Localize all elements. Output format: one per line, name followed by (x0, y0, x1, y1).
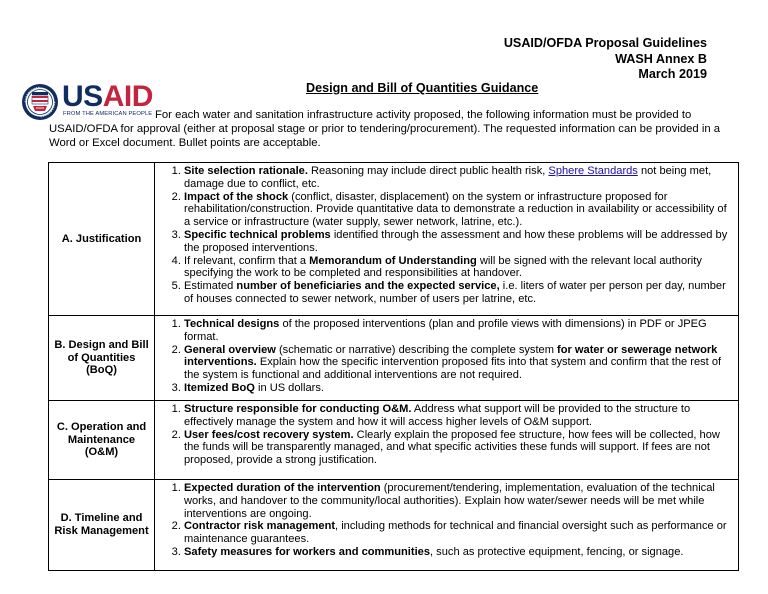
list-item: 3. Itemized BoQ in US dollars. (184, 382, 732, 395)
table-row-design (49, 316, 739, 401)
row-label-justification: A. Justification (49, 163, 155, 316)
list-item: 2. Impact of the shock (conflict, disaster, displacement) on the system or infrastructure proposed for rehabilitation/construction. Provide quantitative data to demonstrate a reduction in availability or accessibility of a service or infrastructure (water supply, sewer network, latrine, etc.). (184, 191, 732, 229)
sphere-standards-link[interactable]: Sphere Standards (548, 165, 638, 177)
list-item: 2. General overview (schematic or narrative) describing the complete system for water or sewerage network interventions. Explain how the specific intervention proposed fits into that system and confirm that the rest of the system is functional and additional interventions are not required. (184, 344, 732, 382)
row-content-operation (155, 401, 739, 480)
list-item: 1. Site selection rationale. Reasoning may include direct public health risk, Sphere Standards not being met, damage due to conflict, etc. (184, 165, 732, 191)
list-item: 2. User fees/cost recovery system. Clearly explain the proposed fee structure, how fees will be collected, how the funds will be transparently managed, and what specific activities these funds will support. If fees are not proposed, provide a strong justification. (184, 429, 732, 467)
table-row-justification (49, 163, 739, 316)
row-content-justification (155, 163, 739, 316)
header-line-date: March 2019 (638, 67, 707, 81)
usaid-wordmark: USAID (62, 80, 153, 113)
row-label-operation: C. Operation and Maintenance (O&M) (49, 401, 155, 480)
intro-paragraph (49, 109, 739, 150)
guidance-table (48, 162, 739, 571)
document-header (504, 36, 707, 83)
header-line-guidelines: USAID/OFDA Proposal Guidelines (503, 36, 707, 50)
list-item: 4. If relevant, confirm that a Memorandum of Understanding will be signed with the relevant local authority specifying the work to be completed and responsibilities at handover. (184, 255, 732, 281)
table-row-timeline (49, 480, 739, 571)
list-item: 2. Contractor risk management, including methods for technical and financial oversight such as performance or maintenance guarantees. (184, 520, 732, 546)
list-item: 3. Specific technical problems identified through the assessment and how these problems will be addressed by the proposed interventions. (184, 229, 732, 255)
table-row-operation (49, 401, 739, 480)
header-line-annex: WASH Annex B (615, 51, 707, 66)
list-item: 5. Estimated number of beneficiaries and the expected service, i.e. liters of water per person per day, number of houses connected to sewer network, number of users per latrine, etc. (184, 280, 732, 306)
row-content-timeline (155, 480, 739, 571)
row-label-timeline: D. Timeline and Risk Management (49, 480, 155, 571)
row-label-design: B. Design and Bill of Quantities (BoQ) (49, 316, 155, 401)
row-content-design (155, 316, 739, 401)
document-title: Design and Bill of Quantities Guidance (306, 81, 539, 95)
list-item: 3. Safety measures for workers and communities, such as protective equipment, fencing, or signage. (184, 546, 732, 559)
list-item: 1. Structure responsible for conducting O&M. Address what support will be provided to the structure to effectively manage the system and how it will access higher levels of O&M support. (184, 403, 732, 429)
intro-text: For each water and sanitation infrastructure activity proposed, the following information must be provided to USAID/OFDA for approval (either at proposal stage or prior to tendering/procurement). The requested information can be provided in a Word or Excel document. Bullet points are acceptable. (49, 109, 721, 149)
list-item: 1. Expected duration of the intervention (procurement/tendering, implementation, evaluation of the technical works, and handover to the community/local authorities). Explain how water/sewer needs will be met while interventions are ongoing. (184, 482, 732, 520)
usaid-tagline: FROM THE AMERICAN PEOPLE (63, 111, 153, 117)
list-item: 1. Technical designs of the proposed interventions (plan and profile views with dimensions) in PDF or JPEG format. (184, 318, 732, 344)
